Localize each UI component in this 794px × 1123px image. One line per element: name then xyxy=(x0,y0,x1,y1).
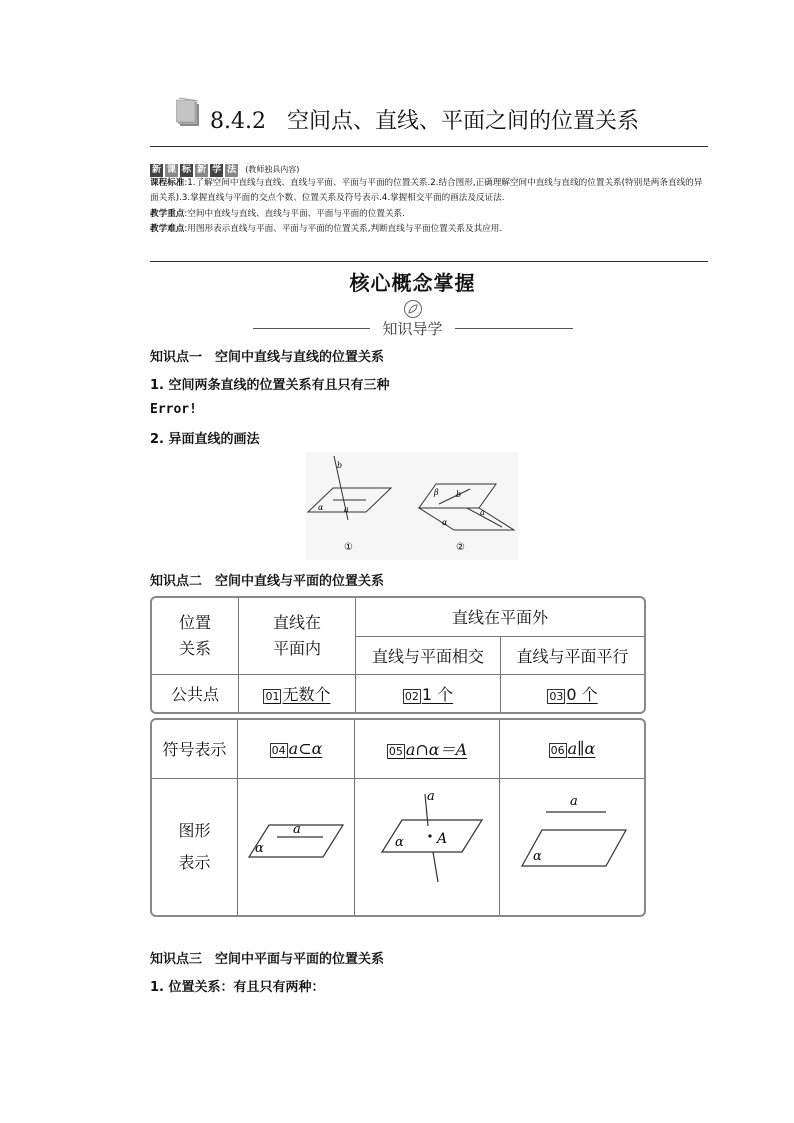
fig-label: β xyxy=(434,488,439,497)
section-heading: 核心概念掌握 xyxy=(349,271,476,295)
title-book-icon xyxy=(176,97,200,127)
svg-text:a: a xyxy=(293,821,301,837)
page-title xyxy=(210,104,639,135)
leaf-icon xyxy=(403,299,423,319)
banner-char: 标 xyxy=(182,165,192,175)
kp3-item1: 1. 位置关系：有且只有两种： xyxy=(150,980,325,995)
symbol-text: a⊂α xyxy=(288,739,323,759)
title-number: 8.4.2 xyxy=(210,109,266,134)
sub-heading: 知识导学 xyxy=(382,320,443,338)
banner-char: 学 xyxy=(212,165,222,175)
table-part-1 xyxy=(150,596,646,714)
fig-label: α xyxy=(318,503,324,512)
kp1-item1: 1. 空间两条直线的位置关系有且只有三种 xyxy=(150,378,390,393)
title-rule xyxy=(150,146,708,147)
symbol-intersect xyxy=(354,720,499,778)
kp3-heading: 知识点三 空间中平面与平面的位置关系 xyxy=(150,952,385,967)
banner-char: 新 xyxy=(152,165,162,175)
teaching-difficult-points xyxy=(150,222,708,237)
line-intersect-plane-figure xyxy=(355,782,499,907)
row-common-points: 公共点 xyxy=(152,674,239,712)
difficult-points-text: :用图形表示直线与平面、平面与平面的位置关系,判断直线与平面位置关系及其应用. xyxy=(184,224,503,235)
symbol-in-plane xyxy=(238,720,355,778)
symbol-text: a∥α xyxy=(567,739,596,759)
common-parallel xyxy=(501,674,645,712)
banner-char: 法 xyxy=(227,165,237,175)
skew-lines-figure xyxy=(306,452,518,560)
difficult-points-label: 教学难点 xyxy=(150,224,185,235)
standards-label: 课程标准 xyxy=(150,178,185,188)
answer-number: 01 xyxy=(265,689,280,703)
row-symbol: 符号表示 xyxy=(152,720,238,778)
title-text: 空间点、直线、平面之间的位置关系 xyxy=(286,109,639,134)
key-points-label: 教学重点 xyxy=(150,208,185,219)
answer-text: 0 个 xyxy=(566,684,598,704)
sub-heading-rule-left xyxy=(253,328,370,329)
figure-caption-1: ① xyxy=(344,542,353,553)
kp2-heading: 知识点二 空间中直线与平面的位置关系 xyxy=(150,574,385,589)
answer-text: 1 个 xyxy=(421,684,454,704)
header-out-of-plane: 直线在平面外 xyxy=(356,598,645,636)
header-parallel: 直线与平面平行 xyxy=(501,636,645,674)
answer-number: 06 xyxy=(550,744,565,758)
answer-number: 02 xyxy=(404,689,419,703)
line-in-plane-figure xyxy=(241,815,351,875)
key-points-text: :空间中直线与直线、直线与平面、平面与平面的位置关系. xyxy=(184,208,405,219)
symbol-parallel xyxy=(500,720,645,778)
teaching-key-points xyxy=(150,207,708,222)
answer-number: 04 xyxy=(271,744,286,758)
svg-text:α: α xyxy=(255,840,264,856)
answer-text: 无数个 xyxy=(282,684,331,704)
svg-text:a: a xyxy=(426,789,435,805)
sub-heading-rule-right xyxy=(455,328,573,329)
header-in-plane: 直线在 平面内 xyxy=(239,598,356,674)
fig-label: a xyxy=(344,505,349,514)
common-intersect xyxy=(356,674,501,712)
svg-text:A: A xyxy=(436,831,448,848)
header-intersect: 直线与平面相交 xyxy=(356,636,501,674)
fig-label: b xyxy=(337,461,343,470)
banner-note: (教师独具内容) xyxy=(245,165,300,174)
line-parallel-plane-figure xyxy=(500,782,644,907)
figure-intersect xyxy=(354,778,499,915)
svg-text:α: α xyxy=(394,835,404,851)
course-standards xyxy=(150,176,708,207)
banner xyxy=(150,157,299,177)
svg-text:α: α xyxy=(533,849,542,865)
kp1-heading: 知识点一 空间中直线与直线的位置关系 xyxy=(150,350,385,365)
svg-text:a: a xyxy=(570,794,578,810)
table-part-2 xyxy=(150,718,646,917)
standards-rule xyxy=(150,261,708,262)
banner-char: 新 xyxy=(197,165,207,175)
banner-char: 课 xyxy=(167,165,177,175)
answer-number: 03 xyxy=(549,689,564,703)
symbol-text: a∩α＝A xyxy=(405,740,468,760)
figure-caption-2: ② xyxy=(456,542,465,553)
fig-label: a xyxy=(480,508,485,517)
standards-text: :1.了解空间中直线与直线、直线与平面、平面与平面的位置关系.2.结合图形,正确理解空间中直线与直线的位置关系(特别是两条直线的异面关系).3.掌握直线与平面的交点个数、位置关系及符号表示.4.掌握相交平面的画法及反证法. xyxy=(150,178,703,204)
header-relation: 位置 关系 xyxy=(152,598,239,674)
fig-label: α xyxy=(442,518,448,527)
figure-parallel xyxy=(500,778,645,915)
fig-label: b xyxy=(456,490,462,499)
figure-in-plane xyxy=(238,778,355,915)
error-text: Error! xyxy=(150,402,197,417)
common-in-plane xyxy=(239,674,356,712)
kp1-item2: 2. 异面直线的画法 xyxy=(150,432,260,447)
row-figure: 图形 表示 xyxy=(152,778,238,915)
answer-number: 05 xyxy=(388,745,403,759)
standards-block xyxy=(150,176,708,238)
